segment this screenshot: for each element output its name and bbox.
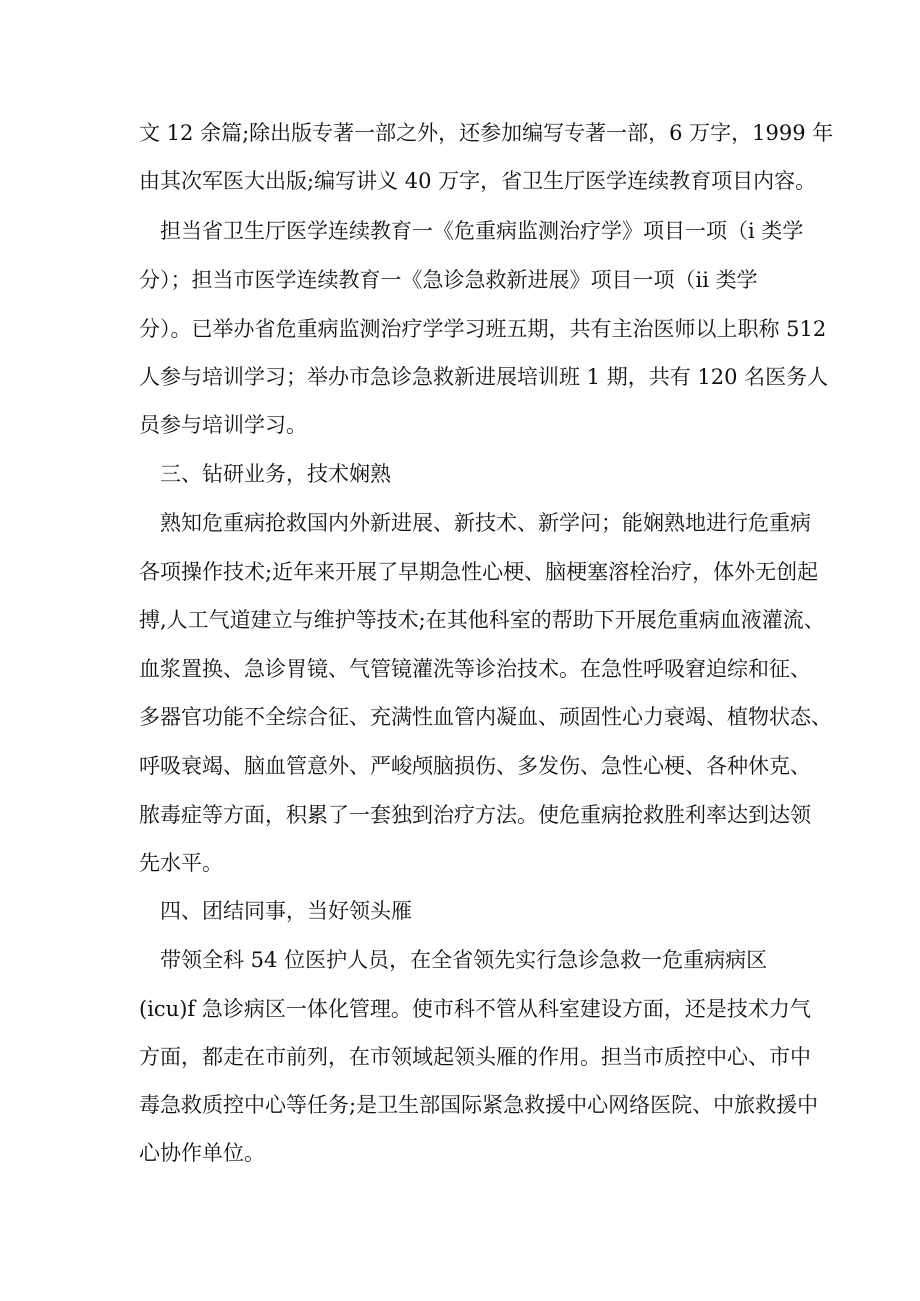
text-line: 毒急救质控中心等任务;是卫生部国际紧急救援中心网络医院、中旅救援中 <box>139 1093 819 1117</box>
text-line: 方面，都走在市前列，在市领域起领头雁的作用。担当市质控中心、市中 <box>139 1045 811 1069</box>
text-line: 呼吸衰竭、脑血管意外、严峻颅脑损伤、多发伤、急性心梗、各种休克、 <box>139 754 811 778</box>
text-line: 脓毒症等方面，积累了一套独到治疗方法。使危重病抢救胜利率达到达领 <box>139 803 811 827</box>
text-line: 人参与培训学习；举办市急诊急救新进展培训班 1 期，共有 120 名医务人 <box>139 365 829 389</box>
text-line: (icu)f 急诊病区一体化管理。使市科不管从科室建设方面，还是技术力气 <box>139 997 811 1021</box>
section-heading: 四、团结同事，当好领头雁 <box>160 899 412 923</box>
text-line: 分）；担当市医学连续教育一《急诊急救新进展》项目一项（ii 类学 <box>139 268 758 292</box>
text-line: 搏,人工气道建立与维护等技术;在其他科室的帮助下开展危重病血液灌流、 <box>139 608 825 632</box>
section-heading: 三、钻研业务，技术娴熟 <box>160 462 391 486</box>
text-line: 血浆置换、急诊胃镜、气管镜灌洗等诊治技术。在急性呼吸窘迫综和征、 <box>139 657 811 681</box>
text-line: 担当省卫生厅医学连续教育一《危重病监测治疗学》项目一项（i 类学 <box>160 219 804 243</box>
text-line: 由其次军医大出版;编写讲义 40 万字，省卫生厅医学连续教育项目内容。 <box>139 169 817 193</box>
text-line: 心协作单位。 <box>139 1141 265 1165</box>
text-line: 多器官功能不全综合征、充满性血管内凝血、顽固性心力衰竭、植物状态、 <box>139 705 832 729</box>
text-line: 文 12 余篇;除出版专著一部之外，还参加编写专著一部，6 万字，1999 年 <box>139 121 834 145</box>
text-line: 分）。已举办省危重病监测治疗学学习班五期，共有主治医师以上职称 512 <box>139 317 827 341</box>
text-line: 熟知危重病抢救国内外新进展、新技术、新学问；能娴熟地进行危重病 <box>160 511 811 535</box>
text-line: 员参与培训学习。 <box>139 413 307 437</box>
text-line: 先水平。 <box>139 851 223 875</box>
text-line: 各项操作技术;近年来开展了早期急性心梗、脑梗塞溶栓治疗，体外无创起 <box>139 560 819 584</box>
text-line: 带领全科 54 位医护人员，在全省领先实行急诊急救一危重病病区 <box>160 948 768 972</box>
